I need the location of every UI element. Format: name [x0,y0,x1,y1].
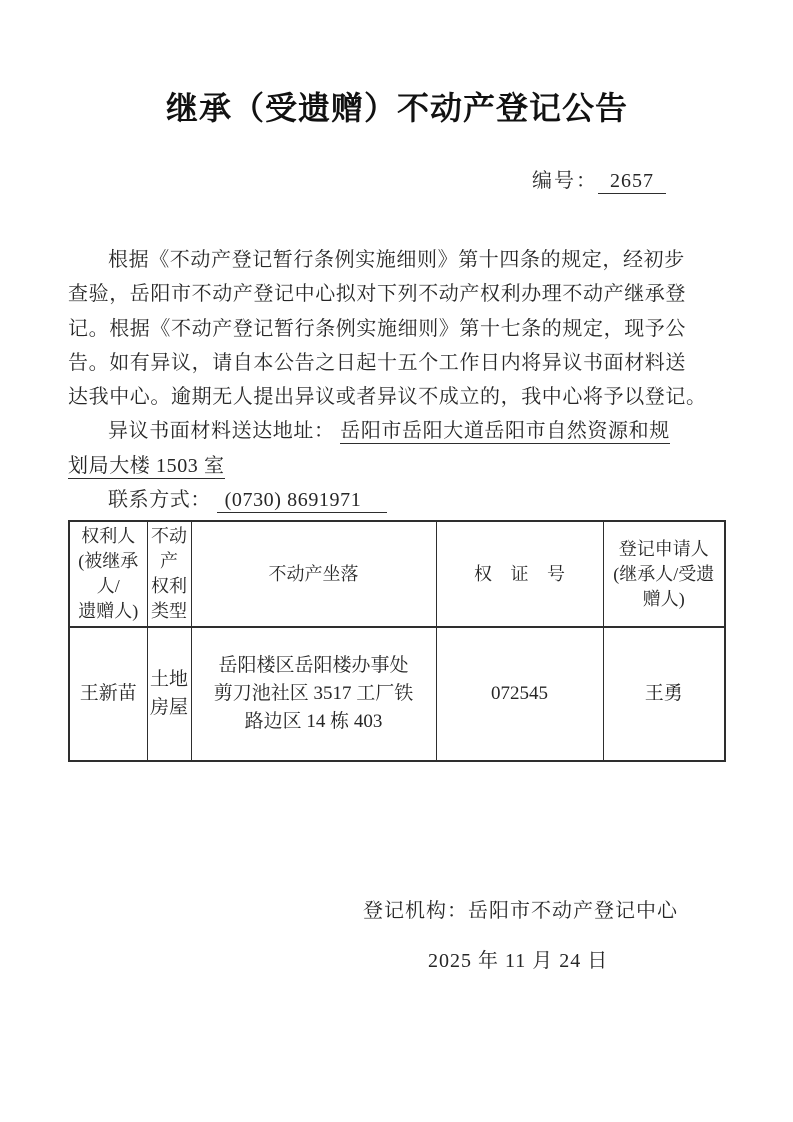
address-value-part1: 岳阳市岳阳大道岳阳市自然资源和规 [340,420,670,443]
col-header-location-text: 不动产坐落 [268,563,359,584]
col-header-right-type [147,521,191,627]
col-header-applicant [603,521,725,627]
notice-body [68,243,726,517]
cell-location: 岳阳楼区岳阳楼办事处 剪刀池社区 3517 工厂铁 路边区 14 栋 403 [191,627,436,761]
col-header-applicant-text: 登记申请人 (继承人/受遗 赠人) [613,538,715,609]
address-label: 异议书面材料送达地址： [108,420,335,443]
address-line-2 [68,449,726,483]
page-title: 继承（受遗赠）不动产登记公告 [165,90,628,126]
col-header-right-holder-text: 权利人 (被继承人/ 遗赠人) [78,526,139,622]
table-header-row [69,521,725,627]
col-header-cert-no [436,521,603,627]
date-line: 2025 年 11 月 24 日 [428,950,609,973]
notice-paragraph: 根据《不动产登记暂行条例实施细则》第十四条的规定，经初步 查验，岳阳市不动产登记中心拟对下列不动产权利办理不动产继承登 记。根据《不动产登记暂行条例实施细则》第十七条的规定，现予公 告。如有异议，请自本公告之日起十五个工作日内将异议书面材料送 达我中心。逾期无人提出异议或者异议不成立的，我中心将予以登记。 [68,249,707,409]
col-header-location [191,521,436,627]
registration-table [68,520,726,762]
col-header-right-type-text: 不动产 权利 类型 [151,526,187,622]
cell-right-holder: 王新苗 [69,627,147,761]
col-header-cert-no-text: 权 证 号 [474,563,572,584]
contact-line [68,483,726,517]
cell-right-type: 土地 房屋 [147,627,191,761]
cell-applicant: 王勇 [603,627,725,761]
registration-agency-line: 登记机构：岳阳市不动产登记中心 [363,900,678,923]
doc-number-value: 2657 [598,170,666,194]
col-header-right-holder [69,521,147,627]
address-line-1 [68,414,726,448]
address-value-part2: 划局大楼 1503 室 [68,454,225,477]
table-data-row [69,627,725,761]
contact-label: 联系方式： [108,489,211,512]
cell-cert-no: 072545 [436,627,603,761]
doc-number-line [68,168,726,194]
doc-number-label: 编号： [532,170,598,192]
document-page [68,0,726,1122]
contact-value: (0730) 8691971 [217,489,388,513]
